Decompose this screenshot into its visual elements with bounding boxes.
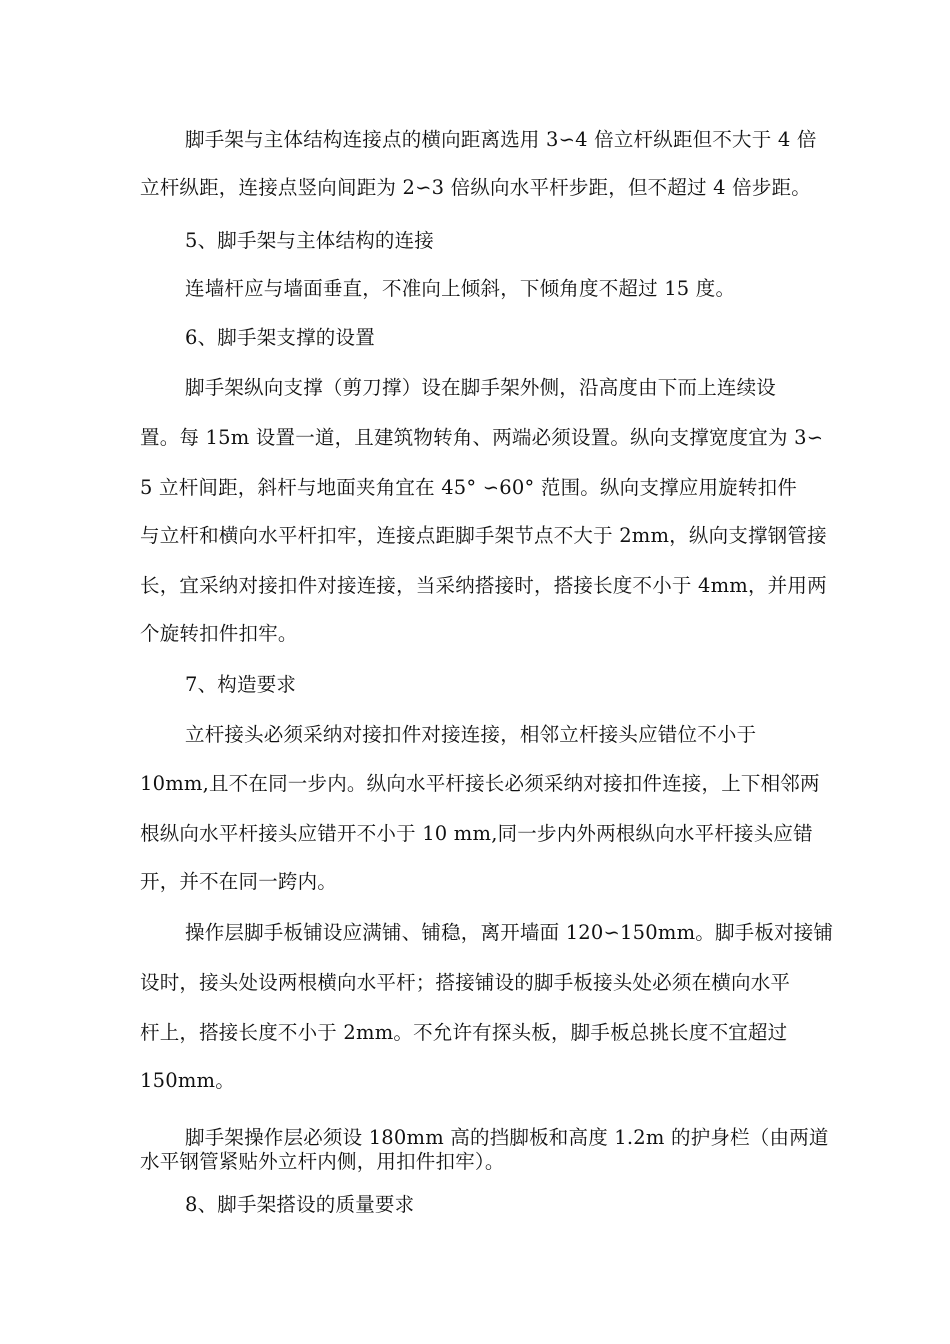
paragraph-line: 立杆纵距，连接点竖向间距为 2∽3 倍纵向水平杆步距，但不超过 4 倍步距。: [140, 176, 811, 199]
paragraph-line: 连墙杆应与墙面垂直，不准向上倾斜，下倾角度不超过 15 度。: [185, 277, 736, 300]
section-heading: 6、脚手架支撑的设置: [185, 326, 375, 349]
section-heading: 5、脚手架与主体结构的连接: [185, 229, 435, 252]
paragraph-line: 立杆接头必须采纳对接扣件对接连接，相邻立杆接头应错位不小于: [185, 723, 757, 746]
paragraph-line: 脚手架与主体结构连接点的横向距离选用 3∽4 倍立杆纵距但不大于 4 倍: [185, 128, 817, 151]
paragraph-line: 水平钢管紧贴外立杆内侧，用扣件扣牢）。: [140, 1150, 505, 1173]
paragraph-line: 置。每 15m 设置一道，且建筑物转角、两端必须设置。纵向支撑宽度宜为 3∽: [140, 426, 824, 449]
paragraph-line: 10mm,且不在同一步内。纵向水平杆接长必须采纳对接扣件连接，上下相邻两: [140, 772, 820, 795]
paragraph-line: 个旋转扣件扣牢。: [140, 622, 298, 645]
section-heading: 7、构造要求: [185, 673, 297, 696]
section-heading: 8、脚手架搭设的质量要求: [185, 1193, 415, 1216]
paragraph-line: 长，宜采纳对接扣件对接连接，当采纳搭接时，搭接长度不小于 4mm，并用两: [140, 574, 827, 597]
paragraph-line: 设时，接头处设两根横向水平杆；搭接铺设的脚手板接头处必须在横向水平: [140, 971, 791, 994]
paragraph-line: 操作层脚手板铺设应满铺、铺稳，离开墙面 120∽150mm。脚手板对接铺: [185, 921, 834, 944]
paragraph-line: 脚手架纵向支撑（剪刀撑）设在脚手架外侧，沿高度由下而上连续设: [185, 376, 777, 399]
paragraph-line: 脚手架操作层必须设 180mm 高的挡脚板和高度 1.2m 的护身栏（由两道: [185, 1126, 829, 1149]
paragraph-line: 杆上，搭接长度不小于 2mm。不允许有探头板，脚手板总挑长度不宜超过: [140, 1021, 788, 1044]
paragraph-line: 开，并不在同一跨内。: [140, 870, 338, 893]
paragraph-line: 5 立杆间距，斜杆与地面夹角宜在 45° ∽60° 范围。纵向支撑应用旋转扣件: [140, 476, 797, 499]
paragraph-line: 150mm。: [140, 1069, 235, 1092]
paragraph-line: 根纵向水平杆接头应错开不小于 10 mm,同一步内外两根纵向水平杆接头应错: [140, 822, 813, 845]
paragraph-line: 与立杆和横向水平杆扣牢，连接点距脚手架节点不大于 2mm，纵向支撑钢管接: [140, 524, 827, 547]
